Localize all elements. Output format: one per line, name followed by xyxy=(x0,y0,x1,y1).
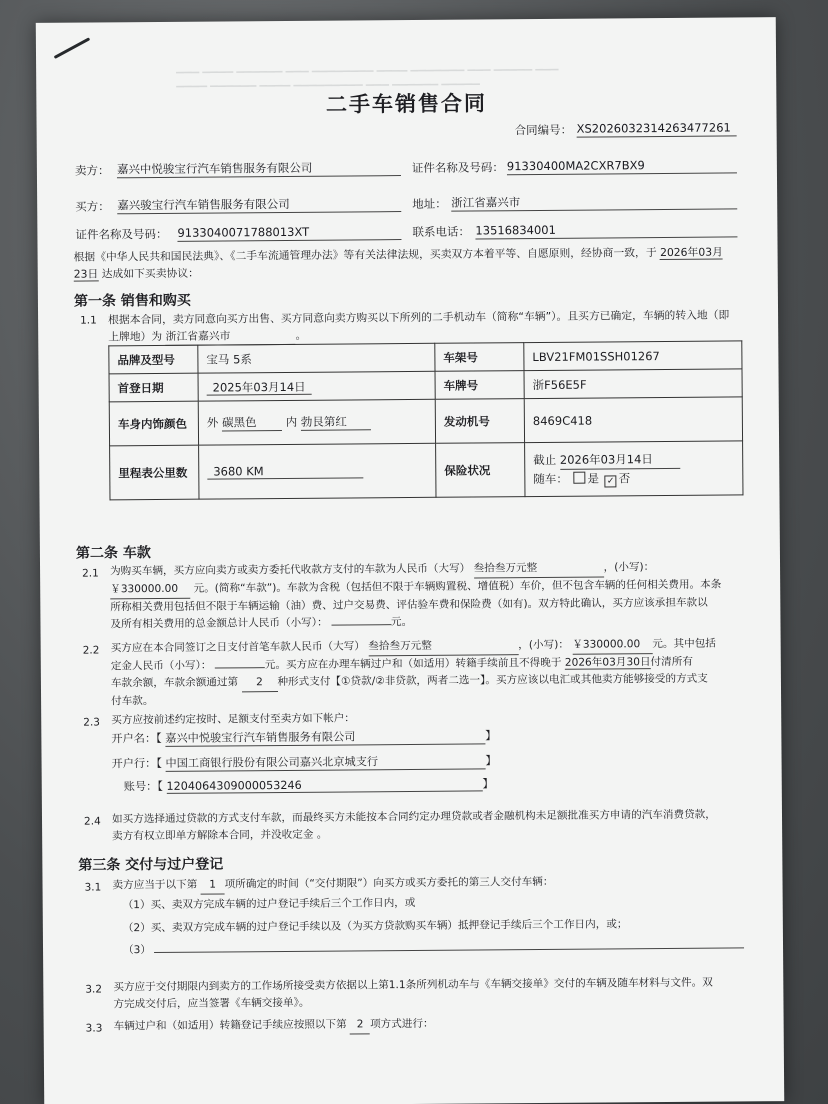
payment-method: 2 xyxy=(241,674,277,692)
delivery-option-1: （1）买、卖双方完成车辆的过户登记手续后三个工作日内，或 xyxy=(122,896,416,912)
clause-2-2-text-3: 付清所有 xyxy=(650,655,693,669)
account-no-value: 1204064309000053246 xyxy=(166,777,482,793)
insurance-until-label: 截止 xyxy=(533,452,557,468)
preamble-date: 2026年03月 xyxy=(659,245,723,260)
account-no-label: 账号：【 xyxy=(123,779,163,794)
clause-2-2-text: 买方应在本合同签订之日支付首笔车款人民币（大写） xyxy=(110,640,365,655)
price-small-label: ，(小写)： xyxy=(603,561,655,574)
clause-2-1-text-3: 所称相关费用包括但不限于车辆运输（油）费、过户交易费、评估验车费和保险费（如有)。双方特此确认，买方应该承担车款以 xyxy=(110,596,708,614)
vin-value: LBV21FM01SSH01267 xyxy=(524,341,742,371)
address-value: 浙江省嘉兴市 xyxy=(451,192,737,211)
clause-3-3 xyxy=(114,1016,434,1037)
clause-3-1-text-2: 项所确定的时间（“交付期限”）向买方或买方委托的第三人交付车辆： xyxy=(224,875,554,891)
clause-2-2-text-5: 种形式支付【①贷款/②非贷款，两者二选一】。买方应该以电汇或其他卖方能够接受的方式支 xyxy=(277,672,708,689)
yes-checkbox[interactable] xyxy=(573,472,585,484)
insurance-until-value: 2026年03月14日 xyxy=(560,450,680,470)
contract-page xyxy=(36,17,784,1104)
delivery-item: 1 xyxy=(201,876,225,894)
clause-3-2-number: 3.2 xyxy=(85,983,103,996)
clause-1-1-text: 根据本合同，卖方同意向买方出售、买方同意向卖方购买以下所列的二手机动车（简称“车辆”）。且买方已确定，车辆的转入地（即 xyxy=(108,308,730,327)
document-title: 二手车销售合同 xyxy=(325,91,487,117)
buyer-label: 买方： xyxy=(75,199,110,214)
mileage-label: 里程表公里数 xyxy=(110,445,199,500)
clause-2-3-number: 2.3 xyxy=(83,716,101,729)
delivery-option-2: （2）买、卖双方完成车辆的过户登记手续以及（为买方贷款购买车辆）抵押登记手续后三个工作日内，或； xyxy=(122,918,628,935)
clause-1-1-number: 1.1 xyxy=(80,314,97,327)
plate-label: 车牌号 xyxy=(435,371,524,400)
clause-2-4 xyxy=(112,806,762,845)
buyer-id-label: 证件名称及号码： xyxy=(75,226,168,242)
bank-value: 中国工商银行股份有限公司嘉兴北京城支行 xyxy=(165,752,485,772)
phone-value: 13516834001 xyxy=(475,220,737,239)
account-name-row xyxy=(111,727,496,747)
address-label: 地址： xyxy=(412,196,447,211)
vehicle-info-table xyxy=(108,340,743,500)
clause-2-2 xyxy=(111,635,762,710)
deposit-blank xyxy=(215,667,265,668)
clause-3-1-number: 3.1 xyxy=(84,881,102,894)
delivery-option-3-label: （3） xyxy=(122,944,152,957)
clause-2-3-text: 买方应按前述约定按时、足额支付至卖方如下帐户： xyxy=(111,712,355,727)
reg-date-cell xyxy=(198,371,435,401)
account-name-value: 嘉兴中悦骏宝行汽车销售服务有限公司 xyxy=(165,727,485,747)
clause-2-2-text-4: 车款余额，车款余额通过第 xyxy=(110,676,239,690)
clause-2-2-text-6: 付车款。 xyxy=(111,695,154,708)
preamble-date-day: 23日 xyxy=(73,267,99,281)
insurance-label: 保险状况 xyxy=(436,443,525,498)
clause-3-1 xyxy=(112,872,762,895)
seller-name: 嘉兴中悦骏宝行汽车销售服务有限公司 xyxy=(117,159,401,178)
account-name-label: 开户名：【 xyxy=(111,731,162,746)
reg-date-label: 首登日期 xyxy=(109,373,198,402)
deposit-label: 定金人民币（小写）： xyxy=(110,659,212,673)
transfer-item: 2 xyxy=(350,1016,370,1034)
first-payment-small-label: ，(小写)： xyxy=(518,638,569,652)
clause-3-1-text: 卖方应当于以下第 xyxy=(112,878,198,892)
article-2-heading: 第二条 车款 xyxy=(75,545,151,562)
price-small: ￥330000.00 xyxy=(110,581,190,600)
seller-id-value: 91330400MA2CXR7BX9 xyxy=(507,156,737,175)
show-through-text: ▁▁▁ ▁▁▁▁ ▁▁▁▁▁▁ ▁▁▁ ▁▁▁▁▁▁▁▁ ▁▁▁▁ ▁▁▁▁▁▁▁ ▁▁▁ ▁▁▁▁▁ ▁▁▁ ▁▁▁▁ ▁▁▁▁▁▁ ▁▁▁▁ ▁▁▁▁▁▁▁▁▁ ▁▁▁ ▁▁▁▁▁▁ ▁▁▁▁▁ xyxy=(176,59,559,88)
clause-1-1-end: 。 xyxy=(295,328,307,342)
first-payment-upper: 叁拾叁万元整 xyxy=(368,637,518,656)
mileage-cell xyxy=(199,443,436,499)
contract-no-label: 合同编号： xyxy=(514,122,573,138)
clause-3-2-text: 买方应于交付期限内到卖方的工作场所接受卖方依据以上第1.1条所列机动车与《车辆交接单》交付的车辆及随车材料与文件。双 xyxy=(113,976,713,994)
contract-no-value: XS20260323142634772​61 xyxy=(577,119,737,137)
brand-label: 品牌及型号 xyxy=(109,345,198,374)
preamble-end: 达成如下买卖协议： xyxy=(101,266,199,281)
article-3-heading: 第三条 交付与过户登记 xyxy=(78,856,224,874)
clause-3-2-text-2: 方完成交付后，应当签署《车辆交接单》。 xyxy=(113,996,310,1011)
yes-label: 是 xyxy=(587,471,600,486)
brand-value: 宝马 5系 xyxy=(198,343,435,373)
engine-value: 8469C418 xyxy=(524,397,742,443)
clause-3-3-text-2: 项方式进行： xyxy=(370,1017,434,1031)
clause-2-1-end: 元。 xyxy=(390,615,413,629)
engine-label: 发动机号 xyxy=(435,399,524,444)
bracket-close: 】 xyxy=(482,777,494,791)
bank-row xyxy=(112,752,497,772)
clause-2-1-text-4: 及所有相关费用的总金额总计人民币（小写）： xyxy=(110,616,328,631)
clause-2-1 xyxy=(110,558,761,633)
color-cell xyxy=(198,399,435,445)
pen-mark xyxy=(54,37,91,59)
preamble xyxy=(74,243,744,282)
article-1-heading: 第一条 销售和购买 xyxy=(73,292,191,310)
transfer-place: 浙江省嘉兴市 xyxy=(166,327,296,346)
buyer-id-value: 913304007178801​3XT xyxy=(177,223,401,242)
vin-label: 车架号 xyxy=(435,343,524,372)
insurance-cell xyxy=(525,441,743,497)
color-in-prefix: 内 xyxy=(285,414,298,429)
clause-3-3-number: 3.3 xyxy=(85,1022,103,1035)
color-in-value: 勃艮第红 xyxy=(301,413,371,431)
reg-date-value: 2025年03月14日 xyxy=(207,379,312,395)
delivery-option-3-blank xyxy=(154,947,744,953)
clause-2-2-text-2: 元。买方应在办理车辆过户和（如适用）转籍手续前且不得晚于 xyxy=(264,656,562,672)
plate-value: 浙F56E5F xyxy=(524,369,742,399)
seller-id-label: 证件名称及号码： xyxy=(411,160,504,175)
color-out-prefix: 外 xyxy=(206,415,219,430)
phone-label: 联系电话： xyxy=(412,224,470,239)
seller-label: 卖方： xyxy=(74,163,110,178)
color-label: 车身内饰颜色 xyxy=(109,401,198,446)
clause-3-3-text: 车辆过户和（如适用）转籍登记手续应按照以下第 xyxy=(113,1018,347,1033)
clause-3-2 xyxy=(113,974,763,1013)
clause-2-2-number: 2.2 xyxy=(82,644,100,657)
account-no-row xyxy=(124,775,494,794)
clause-2-2-text-end: 元。其中包括 xyxy=(652,637,716,651)
clause-2-1-text-2: 元。(简称“车款”)。车款为含税（包括但不限于车辆购置税、增值税）车价，但不包含车辆的任何相关费用。本条 xyxy=(193,578,722,595)
clause-2-1-text: 为购买车辆，买方应向卖方或卖方委托代收款方支付的车款为人民币（大写） xyxy=(110,562,471,578)
bracket-close: 】 xyxy=(485,754,497,768)
no-label: 否 xyxy=(618,471,631,486)
mileage-value: 3680 KM xyxy=(207,463,363,479)
with-car-label: 随车： xyxy=(533,471,568,487)
clause-2-4-number: 2.4 xyxy=(83,815,101,828)
clause-2-4-text: 如买方选择通过贷款的方式支付车款，而最终买方未能按本合同约定办理贷款或者金融机构未足额批准买方申请的汽车消费贷款， xyxy=(111,808,716,826)
price-upper: 叁拾叁万元整 xyxy=(474,559,604,578)
no-checkbox[interactable]: ✓ xyxy=(605,475,617,487)
clause-2-4-text-2: 卖方有权立即单方解除本合同，并没收定金 。 xyxy=(112,828,328,843)
color-out-value: 碳黑色 xyxy=(222,414,282,431)
table-row xyxy=(109,397,742,446)
bracket-close: 】 xyxy=(485,729,497,743)
clause-1-1-text-2: 上牌地）为 xyxy=(108,329,163,344)
first-payment-small: ￥330000.00 xyxy=(572,636,652,655)
bank-label: 开户行：【 xyxy=(111,756,162,771)
buyer-name: 嘉兴骏宝行汽车销售服务有限公司 xyxy=(117,195,401,214)
delivery-option-3 xyxy=(123,937,744,959)
balance-deadline: 2026年03月30日 xyxy=(564,656,651,669)
table-row xyxy=(110,441,743,500)
preamble-text: 根据《中华人民共和国民法典》、《二手车流通管理办法》等有关法律法规，买卖双方本着平等、自愿原则，经协商一致，于 xyxy=(73,246,657,264)
total-amount-blank xyxy=(331,624,391,625)
clause-2-1-number: 2.1 xyxy=(82,567,99,580)
